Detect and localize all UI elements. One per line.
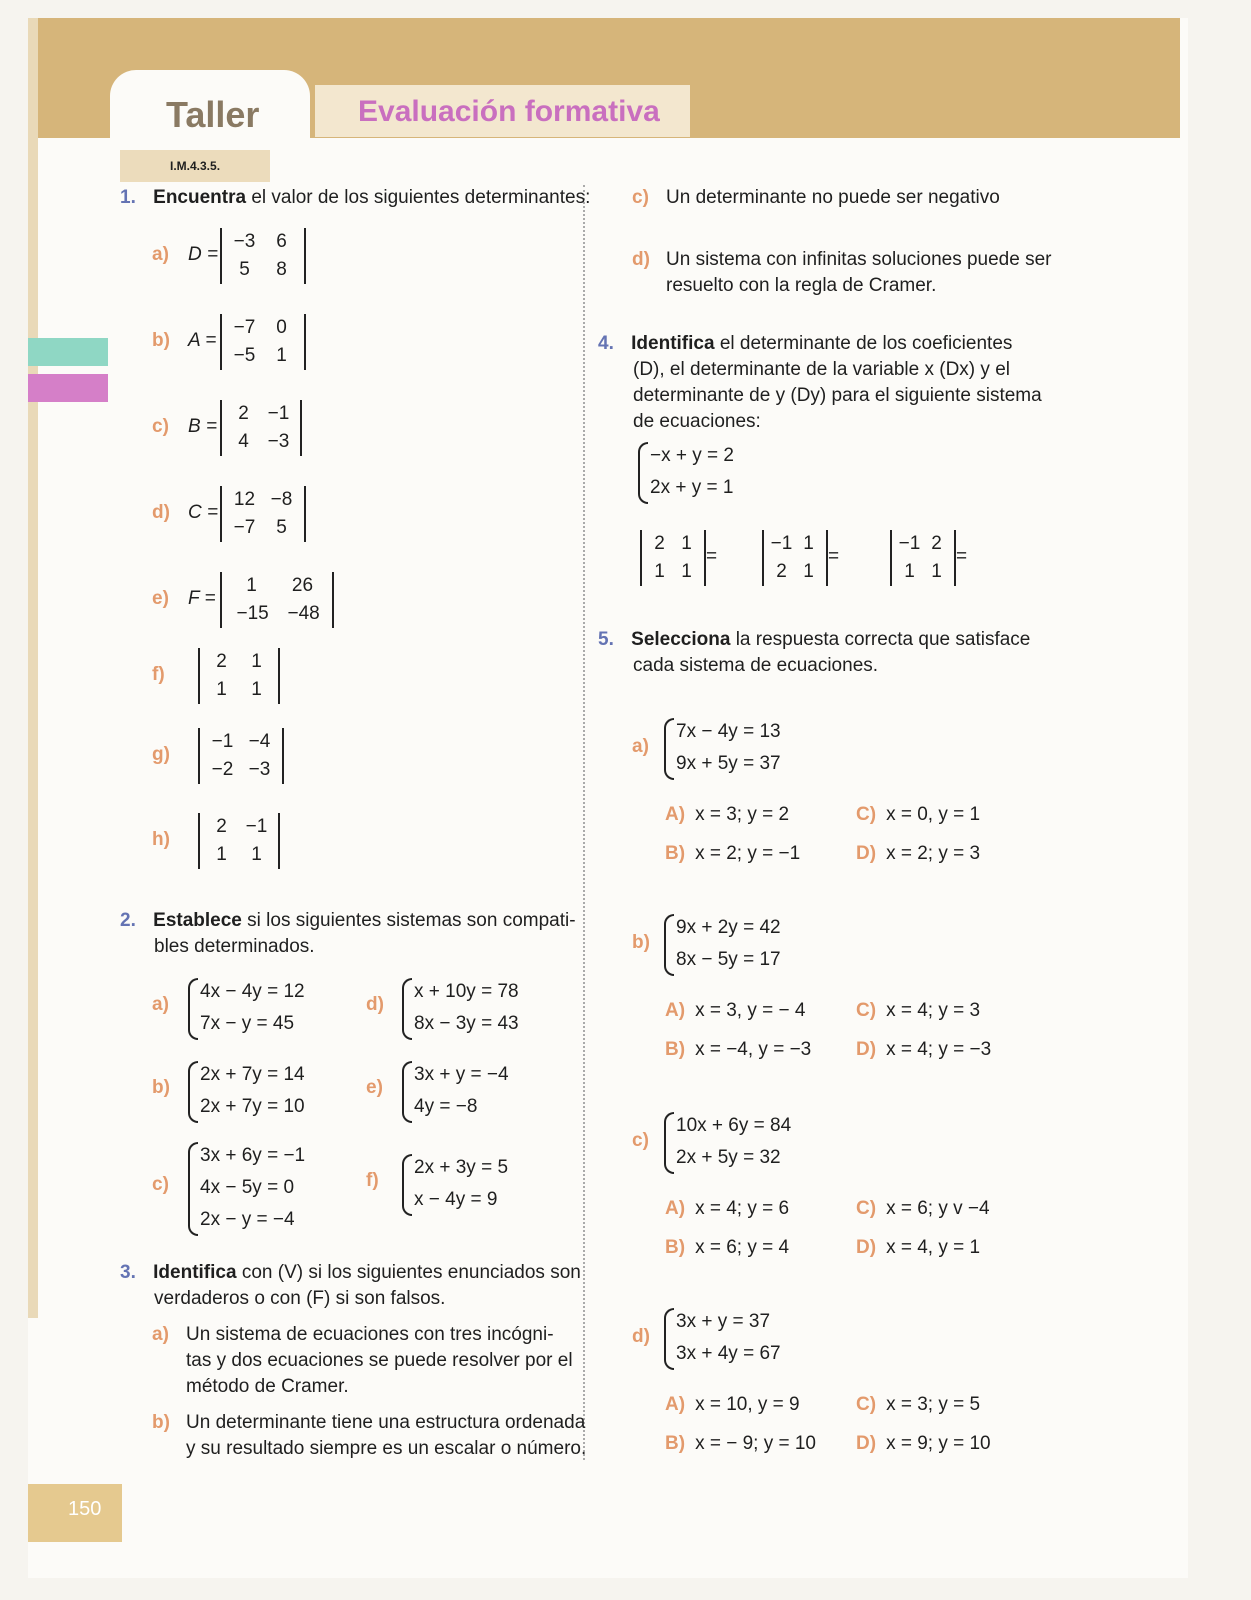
- q1-item-label: b): [152, 330, 170, 351]
- q5-item-label: d): [632, 1326, 650, 1347]
- q4-det-cell: 1: [803, 561, 814, 582]
- page-number: 150: [68, 1498, 102, 1520]
- q3-item-line: Un sistema con infinitas soluciones puede ser: [666, 249, 1052, 270]
- q5-option-value: x = 4; y = −3: [886, 1039, 992, 1060]
- q1-item-label: e): [152, 588, 169, 609]
- q3-item-line: resuelto con la regla de Cramer.: [666, 275, 937, 296]
- q4-det-cell: 1: [681, 533, 692, 554]
- q3-item-line: método de Cramer.: [186, 1376, 349, 1397]
- q5-option-key: C): [856, 1394, 877, 1415]
- q1-item-label: g): [152, 744, 170, 765]
- q3-item-line: Un determinante tiene una estructura ordenada: [186, 1412, 586, 1433]
- q5-option-value: x = 2; y = −1: [695, 843, 801, 864]
- q5-option-value: x = 4, y = 1: [886, 1237, 981, 1258]
- q1-item-cell: 1: [251, 651, 262, 672]
- q3-heading: [120, 1260, 581, 1286]
- q2-text-1: si los siguientes sistemas son compati-: [241, 910, 576, 931]
- q1-item-label: c): [152, 416, 169, 437]
- q1-item-cell: −48: [287, 603, 320, 624]
- q5-option-key: A): [665, 1198, 686, 1219]
- q2-heading: [120, 908, 576, 934]
- q5-item-label: a): [632, 736, 649, 757]
- q1-item-cell: 2: [216, 651, 227, 672]
- q1-item-cell: 2: [216, 816, 227, 837]
- q5-item-brace: [664, 1308, 674, 1370]
- q1-item-cell: 1: [251, 844, 262, 865]
- q1-item-cell: −5: [233, 345, 256, 366]
- q1-item-cell: −3: [267, 431, 290, 452]
- section-title: Evaluación formativa: [358, 95, 660, 128]
- q5-option-value: x = 4; y = 6: [695, 1198, 790, 1219]
- q5-verb: Selecciona: [631, 629, 731, 650]
- q1-item-cell: −1: [245, 816, 268, 837]
- q3-item-line: tas y dos ecuaciones se puede resolver por el: [186, 1350, 573, 1371]
- q1-item-label: f): [152, 664, 165, 685]
- q5-item-equation: 2x + 5y = 32: [676, 1147, 781, 1168]
- q4-heading: [598, 331, 1012, 357]
- q4-equation: 2x + y = 1: [650, 477, 734, 498]
- q5-option[interactable]: [665, 1431, 816, 1457]
- q1-item-matrix: [220, 228, 306, 284]
- q2-item-equation: 7x − y = 45: [200, 1013, 295, 1034]
- q1-item-matrix: [220, 314, 306, 370]
- q4-line-3: determinante de y (Dy) para el siguiente sistema: [633, 385, 1042, 406]
- q1-item-cell: −1: [267, 403, 290, 424]
- q3-item-label: d): [632, 249, 650, 270]
- q5-item-label: c): [632, 1130, 649, 1151]
- q1-item-cell: 0: [276, 317, 287, 338]
- q4-det-cell: 2: [776, 561, 787, 582]
- q2-item-system: [402, 1059, 509, 1123]
- q1-item-cell: 26: [291, 575, 314, 596]
- q3-item-line: y su resultado siempre es un escalar o número.: [186, 1438, 587, 1459]
- q2-item-label: f): [366, 1170, 379, 1191]
- q5-option-key: B): [665, 1237, 686, 1258]
- q5-option-key: A): [665, 1000, 686, 1021]
- q5-heading: [598, 627, 1030, 653]
- q1-item-label: a): [152, 244, 169, 265]
- page-number-box: [28, 1484, 122, 1542]
- q1-item-cell: 1: [216, 679, 227, 700]
- q5-item-system: [664, 1110, 791, 1174]
- q4-verb: Identifica: [631, 333, 715, 354]
- q1-item-matrix: [198, 813, 280, 869]
- q1-item-name: B =: [188, 416, 218, 437]
- q1-item-cell: 6: [276, 231, 287, 252]
- q2-item-label: b): [152, 1077, 170, 1098]
- q4-det-matrix: [640, 530, 706, 586]
- q5-text-2: cada sistema de ecuaciones.: [633, 655, 879, 676]
- section-title-box: [315, 85, 690, 137]
- q5-option-value: x = − 9; y = 10: [695, 1433, 817, 1454]
- q1-item-cell: −3: [248, 759, 271, 780]
- q5-option[interactable]: [856, 802, 980, 828]
- q2-item-brace: [402, 1154, 412, 1216]
- q5-item-brace: [664, 1112, 674, 1174]
- q1-item-cell: 4: [238, 431, 249, 452]
- q5-option[interactable]: [856, 1037, 991, 1063]
- q4-line-1: el determinante de los coeficientes: [714, 333, 1013, 354]
- q4-det-cell: 2: [654, 533, 665, 554]
- q2-item-equation: 4y = −8: [414, 1096, 478, 1117]
- q1-item-cell: −1: [211, 731, 234, 752]
- q2-item-label: e): [366, 1077, 383, 1098]
- q4-line-2: (D), el determinante de la variable x (Dx) y el: [633, 359, 1010, 380]
- q2-item-brace: [402, 978, 412, 1040]
- q5-option[interactable]: [665, 802, 789, 828]
- q1-item-name: A =: [188, 330, 217, 351]
- q1-item-matrix: [198, 648, 280, 704]
- q4-equals-sign: =: [828, 546, 840, 567]
- q2-item-equation: 2x − y = −4: [200, 1209, 295, 1230]
- q2-item-equation: x − 4y = 9: [414, 1189, 498, 1210]
- q4-equation: −x + y = 2: [650, 445, 734, 466]
- q5-item-equation: 10x + 6y = 84: [676, 1115, 792, 1136]
- q3-number: 3.: [120, 1262, 136, 1283]
- q3-item-label: c): [632, 187, 649, 208]
- q1-text: el valor de los siguientes determinantes:: [246, 187, 591, 208]
- q2-item-equation: 2x + 7y = 14: [200, 1064, 305, 1085]
- q2-item-system: [402, 1152, 508, 1216]
- q4-det-cell: 1: [803, 533, 814, 554]
- q5-item-equation: 8x − 5y = 17: [676, 949, 781, 970]
- q4-det-cell: −1: [898, 533, 921, 554]
- q5-option[interactable]: [856, 1235, 980, 1261]
- q5-item-equation: 7x − 4y = 13: [676, 721, 781, 742]
- q5-option-key: C): [856, 804, 877, 825]
- q3-item-label: a): [152, 1324, 169, 1345]
- q5-option[interactable]: [856, 1196, 990, 1222]
- q4-system: [638, 440, 734, 504]
- q2-item-system: [188, 1059, 305, 1123]
- q1-item-matrix: [220, 400, 302, 456]
- q4-number: 4.: [598, 333, 614, 354]
- q2-number: 2.: [120, 910, 136, 931]
- q1-item-cell: 12: [233, 489, 256, 510]
- q5-option-value: x = 9; y = 10: [886, 1433, 991, 1454]
- q1-item-name: D =: [188, 244, 219, 265]
- q1-item-name: C =: [188, 502, 219, 523]
- q5-option-value: x = 3; y = 5: [886, 1394, 981, 1415]
- q1-item-name: F =: [188, 588, 216, 609]
- q2-item-brace: [188, 1061, 198, 1123]
- q5-option-value: x = 2; y = 3: [886, 843, 981, 864]
- q5-option-key: A): [665, 804, 686, 825]
- q2-item-system: [188, 976, 305, 1040]
- q5-option[interactable]: [665, 1196, 789, 1222]
- q1-item-label: h): [152, 829, 170, 850]
- q1-item-cell: 2: [238, 403, 249, 424]
- side-tab-teal: [28, 338, 108, 366]
- q2-item-label: d): [366, 994, 384, 1015]
- q4-line-4: de ecuaciones:: [633, 411, 761, 432]
- q5-item-brace: [664, 914, 674, 976]
- q5-item-system: [664, 912, 781, 976]
- q1-verb: Encuentra: [153, 187, 247, 208]
- q5-option-value: x = 4; y = 3: [886, 1000, 981, 1021]
- q5-option-value: x = 6; y v −4: [886, 1198, 990, 1219]
- q5-option[interactable]: [856, 998, 980, 1024]
- q5-option-key: B): [665, 1433, 686, 1454]
- q5-option[interactable]: [665, 1392, 800, 1418]
- q4-equals-sign: =: [956, 546, 968, 567]
- q5-option-key: A): [665, 1394, 686, 1415]
- q5-item-equation: 9x + 5y = 37: [676, 753, 781, 774]
- q2-item-equation: 2x + 3y = 5: [414, 1157, 509, 1178]
- q2-item-equation: 2x + 7y = 10: [200, 1096, 305, 1117]
- q5-option-key: D): [856, 1237, 877, 1258]
- q4-det-matrix: [762, 530, 828, 586]
- q1-item-label: d): [152, 502, 170, 523]
- q5-option[interactable]: [856, 1431, 991, 1457]
- q5-item-equation: 3x + 4y = 67: [676, 1343, 781, 1364]
- q2-text-2: bles determinados.: [154, 936, 315, 957]
- q5-item-equation: 3x + y = 37: [676, 1311, 771, 1332]
- q5-option-key: D): [856, 843, 877, 864]
- q2-item-equation: 8x − 3y = 43: [414, 1013, 519, 1034]
- q5-option-value: x = 3; y = 2: [695, 804, 790, 825]
- q5-option-key: C): [856, 1198, 877, 1219]
- q4-det-cell: −1: [770, 533, 793, 554]
- q4-det-cell: 1: [931, 561, 942, 582]
- q2-verb: Establece: [153, 910, 242, 931]
- taller-title: Taller: [166, 94, 260, 135]
- q4-equals-sign: =: [706, 546, 718, 567]
- q5-option-value: x = −4, y = −3: [695, 1039, 812, 1060]
- q1-item-cell: 1: [246, 575, 257, 596]
- q4-brace: [638, 442, 648, 504]
- q5-option[interactable]: [665, 998, 805, 1024]
- q1-item-cell: −4: [248, 731, 271, 752]
- q2-item-equation: x + 10y = 78: [414, 981, 519, 1002]
- q5-text-1: la respuesta correcta que satisface: [730, 629, 1031, 650]
- q5-option-key: D): [856, 1433, 877, 1454]
- q1-item-cell: 1: [276, 345, 287, 366]
- q5-item-label: b): [632, 932, 650, 953]
- q3-item-label: b): [152, 1412, 170, 1433]
- q5-option[interactable]: [665, 841, 800, 867]
- q3-item-line: Un sistema de ecuaciones con tres incógni-: [186, 1324, 554, 1345]
- q1-item-matrix: [220, 572, 334, 628]
- q4-det-cell: 2: [931, 533, 942, 554]
- q1-item-matrix: [198, 728, 284, 784]
- q4-det-matrix: [890, 530, 956, 586]
- q1-item-cell: −2: [211, 759, 234, 780]
- q4-det-cell: 1: [654, 561, 665, 582]
- q1-item-cell: −7: [233, 317, 256, 338]
- q1-item-cell: −8: [270, 489, 293, 510]
- q3-text-2: verdaderos o con (F) si son falsos.: [154, 1288, 446, 1309]
- q2-item-equation: 4x − 5y = 0: [200, 1177, 295, 1198]
- q5-option-value: x = 0, y = 1: [886, 804, 981, 825]
- q2-item-equation: 3x + y = −4: [414, 1064, 509, 1085]
- q5-option-key: D): [856, 1039, 877, 1060]
- q5-item-equation: 9x + 2y = 42: [676, 917, 781, 938]
- q2-item-equation: 4x − 4y = 12: [200, 981, 305, 1002]
- q5-item-system: [664, 716, 781, 780]
- q3-text-1: con (V) si los siguientes enunciados son: [236, 1262, 581, 1283]
- q2-item-brace: [188, 1142, 198, 1236]
- q2-item-equation: 3x + 6y = −1: [200, 1145, 306, 1166]
- q5-option[interactable]: [856, 1392, 980, 1418]
- q5-option-key: B): [665, 843, 686, 864]
- q5-item-system: [664, 1306, 781, 1370]
- q4-det-cell: 1: [681, 561, 692, 582]
- curriculum-code: I.M.4.3.5.: [120, 150, 270, 182]
- q5-option-value: x = 10, y = 9: [695, 1394, 800, 1415]
- q1-item-cell: 1: [251, 679, 262, 700]
- q1-item-cell: 8: [276, 259, 287, 280]
- left-band: [28, 18, 38, 1318]
- q1-number: 1.: [120, 187, 136, 208]
- q1-item-cell: 5: [276, 517, 287, 538]
- q2-item-system: [188, 1140, 305, 1236]
- side-tab-pink: [28, 374, 108, 402]
- q1-item-cell: −7: [233, 517, 256, 538]
- q2-item-label: a): [152, 994, 169, 1015]
- q3-item-line: Un determinante no puede ser negativo: [666, 187, 1000, 208]
- q1-item-cell: −15: [236, 603, 269, 624]
- q2-item-brace: [188, 978, 198, 1040]
- q2-item-brace: [402, 1061, 412, 1123]
- q5-option-value: x = 6; y = 4: [695, 1237, 790, 1258]
- q1-item-cell: −3: [233, 231, 256, 252]
- taller-tab: [110, 70, 310, 150]
- q2-item-label: c): [152, 1174, 169, 1195]
- column-divider: [583, 185, 585, 1460]
- q1-item-matrix: [220, 486, 306, 542]
- q5-number: 5.: [598, 629, 614, 650]
- q4-det-cell: 1: [904, 561, 915, 582]
- q5-option-value: x = 3, y = − 4: [695, 1000, 806, 1021]
- q5-item-brace: [664, 718, 674, 780]
- q5-option[interactable]: [856, 841, 980, 867]
- q1-heading: [120, 185, 590, 211]
- q5-option-key: C): [856, 1000, 877, 1021]
- q2-item-system: [402, 976, 519, 1040]
- q5-option[interactable]: [665, 1037, 811, 1063]
- q5-option[interactable]: [665, 1235, 789, 1261]
- q5-option-key: B): [665, 1039, 686, 1060]
- q1-item-cell: 5: [239, 259, 250, 280]
- q3-verb: Identifica: [153, 1262, 237, 1283]
- q1-item-cell: 1: [216, 844, 227, 865]
